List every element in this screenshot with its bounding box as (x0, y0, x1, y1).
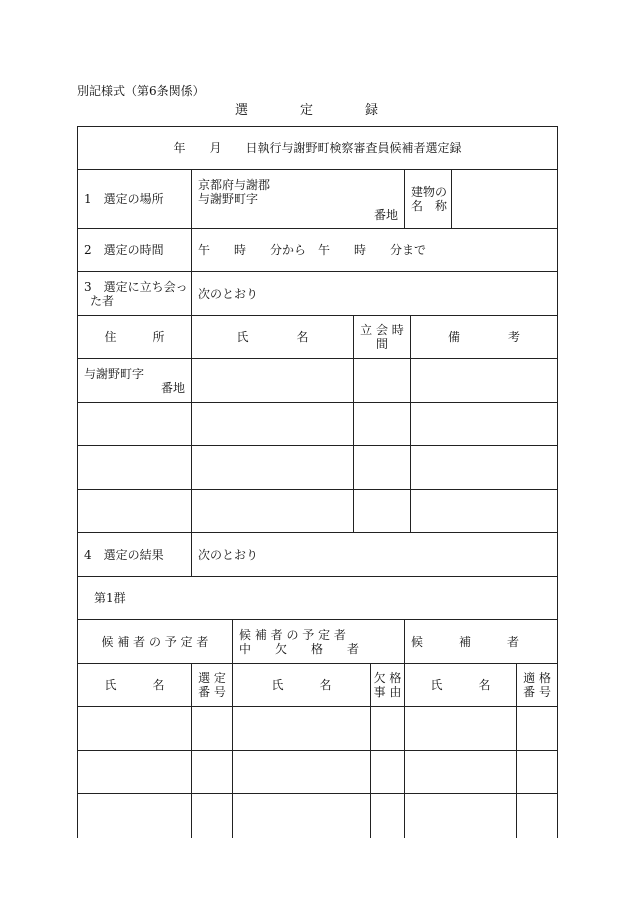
eligible-no-cell[interactable] (517, 794, 558, 838)
result-value: 次のとおり (192, 533, 558, 577)
disqualified-name-cell[interactable] (233, 794, 371, 838)
group-entry-row (78, 794, 558, 838)
witness-entry-row (78, 446, 558, 490)
sub-name-header-1: 氏 名 (78, 664, 192, 707)
witness-entry-row (78, 403, 558, 446)
witness-entry-row (78, 490, 558, 533)
sub-eligible-no-line1: 適 格 (523, 671, 551, 685)
witness-label-2: た者 (90, 293, 115, 308)
col-candidates-planned-header: 候 補 者 の 予 定 者 (78, 620, 233, 664)
form-reference-label: 別記様式（第6条関係） (77, 84, 205, 98)
witness-time-cell[interactable] (354, 490, 411, 533)
sub-reason-line2: 事 由 (373, 685, 402, 699)
group-entry-row (78, 707, 558, 751)
witness-address-banchi: 番地 (160, 381, 185, 395)
witness-row (78, 272, 558, 316)
place-address-line2: 与謝野町字 (198, 192, 259, 206)
place-banchi: 番地 (373, 208, 398, 222)
witness-time-cell[interactable] (354, 403, 411, 446)
col-disqualified-line1: 候 補 者 の 予 定 者 (239, 627, 346, 642)
group-entry-row (78, 751, 558, 794)
planned-name-cell[interactable] (78, 707, 192, 751)
candidate-name-cell[interactable] (405, 794, 517, 838)
disqualified-name-cell[interactable] (233, 751, 371, 794)
witness-header-row (78, 316, 558, 359)
eligible-no-cell[interactable] (517, 707, 558, 751)
result-row (78, 533, 558, 577)
witness-time-cell[interactable] (354, 359, 411, 403)
disqualified-reason-cell[interactable] (371, 794, 405, 838)
witness-address-cell[interactable] (78, 359, 192, 403)
witness-address-line1: 与謝野町字 (84, 367, 145, 381)
sub-reason-header (371, 664, 405, 707)
col-address-header: 住 所 (78, 316, 192, 359)
building-label-cell (405, 170, 452, 229)
place-row (78, 170, 558, 229)
time-value[interactable]: 午 時 分から 午 時 分まで (192, 229, 558, 272)
witness-address-cell[interactable] (78, 490, 192, 533)
place-address-line1: 京都府与謝郡 (198, 178, 271, 192)
place-label: 1 選定の場所 (78, 170, 192, 229)
selection-no-cell[interactable] (192, 794, 233, 838)
selection-no-cell[interactable] (192, 751, 233, 794)
time-label: 2 選定の時間 (78, 229, 192, 272)
group-label: 第1群 (78, 577, 558, 620)
sub-selection-no-header (192, 664, 233, 707)
col-disqualified-line2: 中 欠 格 者 (239, 641, 360, 656)
candidate-name-cell[interactable] (405, 707, 517, 751)
witness-remarks-cell[interactable] (411, 490, 558, 533)
sub-selection-no-line2: 番 号 (198, 685, 226, 699)
time-row (78, 229, 558, 272)
witness-remarks-cell[interactable] (411, 403, 558, 446)
witness-name-cell[interactable] (192, 403, 354, 446)
disqualified-reason-cell[interactable] (371, 707, 405, 751)
witness-name-cell[interactable] (192, 446, 354, 490)
col-time-header: 立 会 時 間 (354, 316, 411, 359)
selection-record-table (77, 126, 558, 838)
building-name-field[interactable] (452, 170, 558, 229)
sub-name-header-2: 氏 名 (233, 664, 371, 707)
sub-eligible-no-header (517, 664, 558, 707)
witness-entry-row (78, 359, 558, 403)
candidate-name-cell[interactable] (405, 751, 517, 794)
group-row (78, 577, 558, 620)
group-subheader-row (78, 664, 558, 707)
result-label: 4 選定の結果 (78, 533, 192, 577)
record-title: 年 月 日執行与謝野町検察審査員候補者選定録 (173, 141, 462, 155)
witness-label-cell (78, 272, 192, 316)
building-label-2: 名 称 (411, 199, 448, 213)
col-remarks-header: 備 考 (411, 316, 558, 359)
sub-selection-no-line1: 選 定 (198, 671, 226, 685)
eligible-no-cell[interactable] (517, 751, 558, 794)
group-header-row (78, 620, 558, 664)
witness-time-cell[interactable] (354, 446, 411, 490)
col-disqualified-header (233, 620, 405, 664)
witness-remarks-cell[interactable] (411, 359, 558, 403)
record-title-cell (78, 127, 558, 170)
planned-name-cell[interactable] (78, 751, 192, 794)
witness-label-1: 3 選定に立ち会っ (84, 279, 188, 294)
col-name-header: 氏 名 (192, 316, 354, 359)
building-label-1: 建物の (411, 185, 448, 199)
witness-name-cell[interactable] (192, 359, 354, 403)
sub-name-header-3: 氏 名 (405, 664, 517, 707)
witness-value: 次のとおり (192, 272, 558, 316)
witness-address-cell[interactable] (78, 446, 192, 490)
col-candidates-header: 候 補 者 (405, 620, 558, 664)
sub-reason-line1: 欠 格 (373, 671, 402, 685)
place-address-cell[interactable] (192, 170, 405, 229)
planned-name-cell[interactable] (78, 794, 192, 838)
witness-address-cell[interactable] (78, 403, 192, 446)
page-title: 選 定 録 (235, 103, 379, 118)
disqualified-reason-cell[interactable] (371, 751, 405, 794)
sub-eligible-no-line2: 番 号 (523, 685, 551, 699)
witness-remarks-cell[interactable] (411, 446, 558, 490)
witness-name-cell[interactable] (192, 490, 354, 533)
selection-no-cell[interactable] (192, 707, 233, 751)
disqualified-name-cell[interactable] (233, 707, 371, 751)
